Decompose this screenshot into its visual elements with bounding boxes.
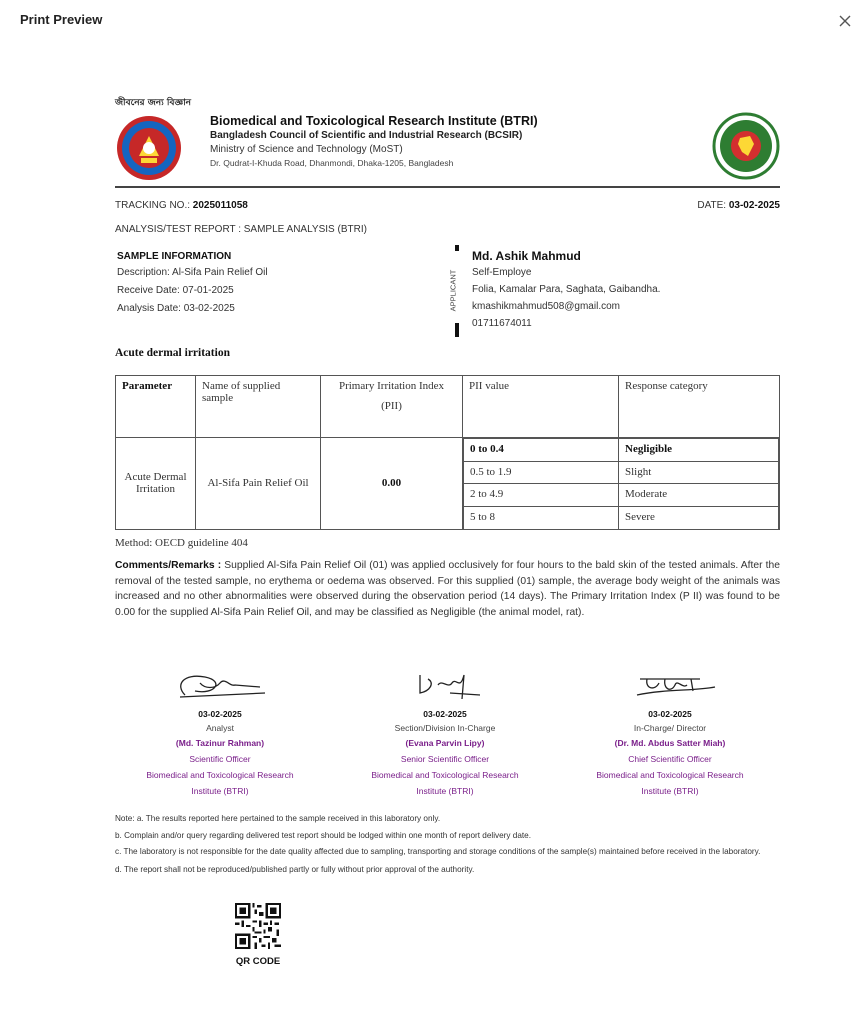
category-cell: Moderate <box>619 484 779 507</box>
signature-position: Chief Scientific Officer <box>628 754 712 764</box>
range-cell: 5 to 8 <box>464 506 619 529</box>
signature-position: Senior Scientific Officer <box>400 754 490 764</box>
signatures <box>115 665 780 805</box>
signature-org: Biomedical and Toxicological Research <box>596 770 744 780</box>
signature-org: Biomedical and Toxicological Research <box>146 770 294 780</box>
qr-code-label: QR CODE <box>235 956 281 967</box>
header-response-category: Response category <box>619 376 780 438</box>
range-cell: 0 to 0.4 <box>464 439 619 462</box>
applicant-occupation: Self-Employe <box>472 267 532 278</box>
signature-image <box>165 665 275 705</box>
header-pii-value: PII value <box>463 376 619 438</box>
sample-information <box>117 250 437 318</box>
analysis-type: ANALYSIS/TEST REPORT : SAMPLE ANALYSIS (BTRI) <box>115 224 367 235</box>
close-icon <box>836 12 854 30</box>
category-cell: Slight <box>619 461 779 484</box>
applicant-address: Folia, Kamalar Para, Saghata, Gaibandha. <box>472 284 661 295</box>
applicant-name: Md. Ashik Mahmud <box>472 249 581 263</box>
category-cell: Severe <box>619 506 779 529</box>
signature-date: 03-02-2025 <box>423 709 467 719</box>
close-button[interactable] <box>836 12 854 30</box>
sample-description: Description: Al-Sifa Pain Relief Oil <box>117 267 268 278</box>
results-table <box>115 375 780 530</box>
signature-org: Biomedical and Toxicological Research <box>371 770 519 780</box>
report-date: DATE: 03-02-2025 <box>697 200 780 211</box>
note-item: Note: a. The results reported here pertained to the sample received in this laboratory only. <box>115 814 441 823</box>
note-item: b. Complain and/or query regarding delivered test report should be lodged within one month of report delivery date. <box>115 831 531 840</box>
applicant-label: APPLICANT <box>448 269 458 312</box>
applicant-phone: 01711674011 <box>472 318 532 329</box>
bangladesh-government-seal <box>712 112 780 180</box>
signature-role: Analyst <box>206 723 234 733</box>
qr-code <box>235 903 281 949</box>
section-title: Acute dermal irritation <box>115 347 230 359</box>
report-header <box>115 108 780 186</box>
header-sample-name: Name of supplied sample <box>196 376 321 438</box>
category-cell: Negligible <box>619 439 779 462</box>
tracking-number: TRACKING NO.: 2025011058 <box>115 200 248 211</box>
comments-remarks: Comments/Remarks : Supplied Al-Sifa Pain Relief Oil (01) was applied occlusively for four hours to the bald skin of the tested animals. After the removal of the tested sample, no erythema or oedema was observed. For this supplied (01) sample, the average body weight of the animals was increased and no other abnormalities were observed during the observation period (14 days). The Primary Irritation Index (P II) was found to be 0.00 for the supplied Al-Sifa Pain Relief Oil, and may be classified as Negligible (the animal model, rat). <box>115 560 780 618</box>
signature-role: Section/Division In-Charge <box>394 723 496 733</box>
report-notes <box>115 810 780 878</box>
ministry-name: Ministry of Science and Technology (MoST) <box>210 144 403 155</box>
signature-name: (Dr. Md. Abdus Satter Miah) <box>614 738 726 748</box>
signature-role: In-Charge/ Director <box>633 723 707 733</box>
council-name: Bangladesh Council of Scientific and Industrial Research (BCSIR) <box>210 130 523 141</box>
signature-date: 03-02-2025 <box>648 709 692 719</box>
signature-org: Institute (BTRI) <box>416 786 474 796</box>
method-line: Method: OECD guideline 404 <box>115 537 248 549</box>
sample-analysis-date: Analysis Date: 03-02-2025 <box>117 303 235 314</box>
header-parameter: Parameter <box>116 376 196 438</box>
signature-image <box>615 665 725 705</box>
institute-address: Dr. Qudrat-I-Khuda Road, Dhanmondi, Dhaka-1205, Bangladesh <box>210 158 454 168</box>
signature-position: Scientific Officer <box>189 754 251 764</box>
sample-receive-date: Receive Date: 07-01-2025 <box>117 285 234 296</box>
signature-name: (Evana Parvin Lipy) <box>405 738 485 748</box>
signature-name: (Md. Tazinur Rahman) <box>175 738 265 748</box>
bangla-tagline: জীবনের জন্য বিজ্ঞান <box>115 98 192 108</box>
sample-heading: SAMPLE INFORMATION <box>117 251 232 262</box>
dialog-title: Print Preview <box>20 12 103 27</box>
row-parameter: Acute Dermal Irritation <box>116 438 196 530</box>
header-divider <box>115 186 780 188</box>
row-sample: Al-Sifa Pain Relief Oil <box>196 438 321 530</box>
signature-director <box>570 665 770 799</box>
range-cell: 2 to 4.9 <box>464 484 619 507</box>
signature-analyst <box>120 665 320 799</box>
signature-image <box>390 665 500 705</box>
signature-org: Institute (BTRI) <box>191 786 249 796</box>
institute-name: Biomedical and Toxicological Research Institute (BTRI) <box>210 114 538 128</box>
signature-date: 03-02-2025 <box>198 709 242 719</box>
note-item: c. The laboratory is not responsible for the date quality affected due to sampling, transporting and storage conditions of the sample(s) maintained before received in the laboratory. <box>115 847 761 856</box>
applicant-info <box>472 248 782 332</box>
header-pii: Primary Irritation Index (PII) <box>321 376 463 438</box>
row-pii-index: 0.00 <box>321 438 463 530</box>
response-scale <box>463 438 780 530</box>
note-item: d. The report shall not be reproduced/published partly or fully without prior approval of the authority. <box>115 865 475 874</box>
bcsir-logo <box>115 114 183 182</box>
signature-section-incharge <box>345 665 545 799</box>
signature-org: Institute (BTRI) <box>641 786 699 796</box>
range-cell: 0.5 to 1.9 <box>464 461 619 484</box>
applicant-email: kmashikmahmud508@gmail.com <box>472 301 620 312</box>
